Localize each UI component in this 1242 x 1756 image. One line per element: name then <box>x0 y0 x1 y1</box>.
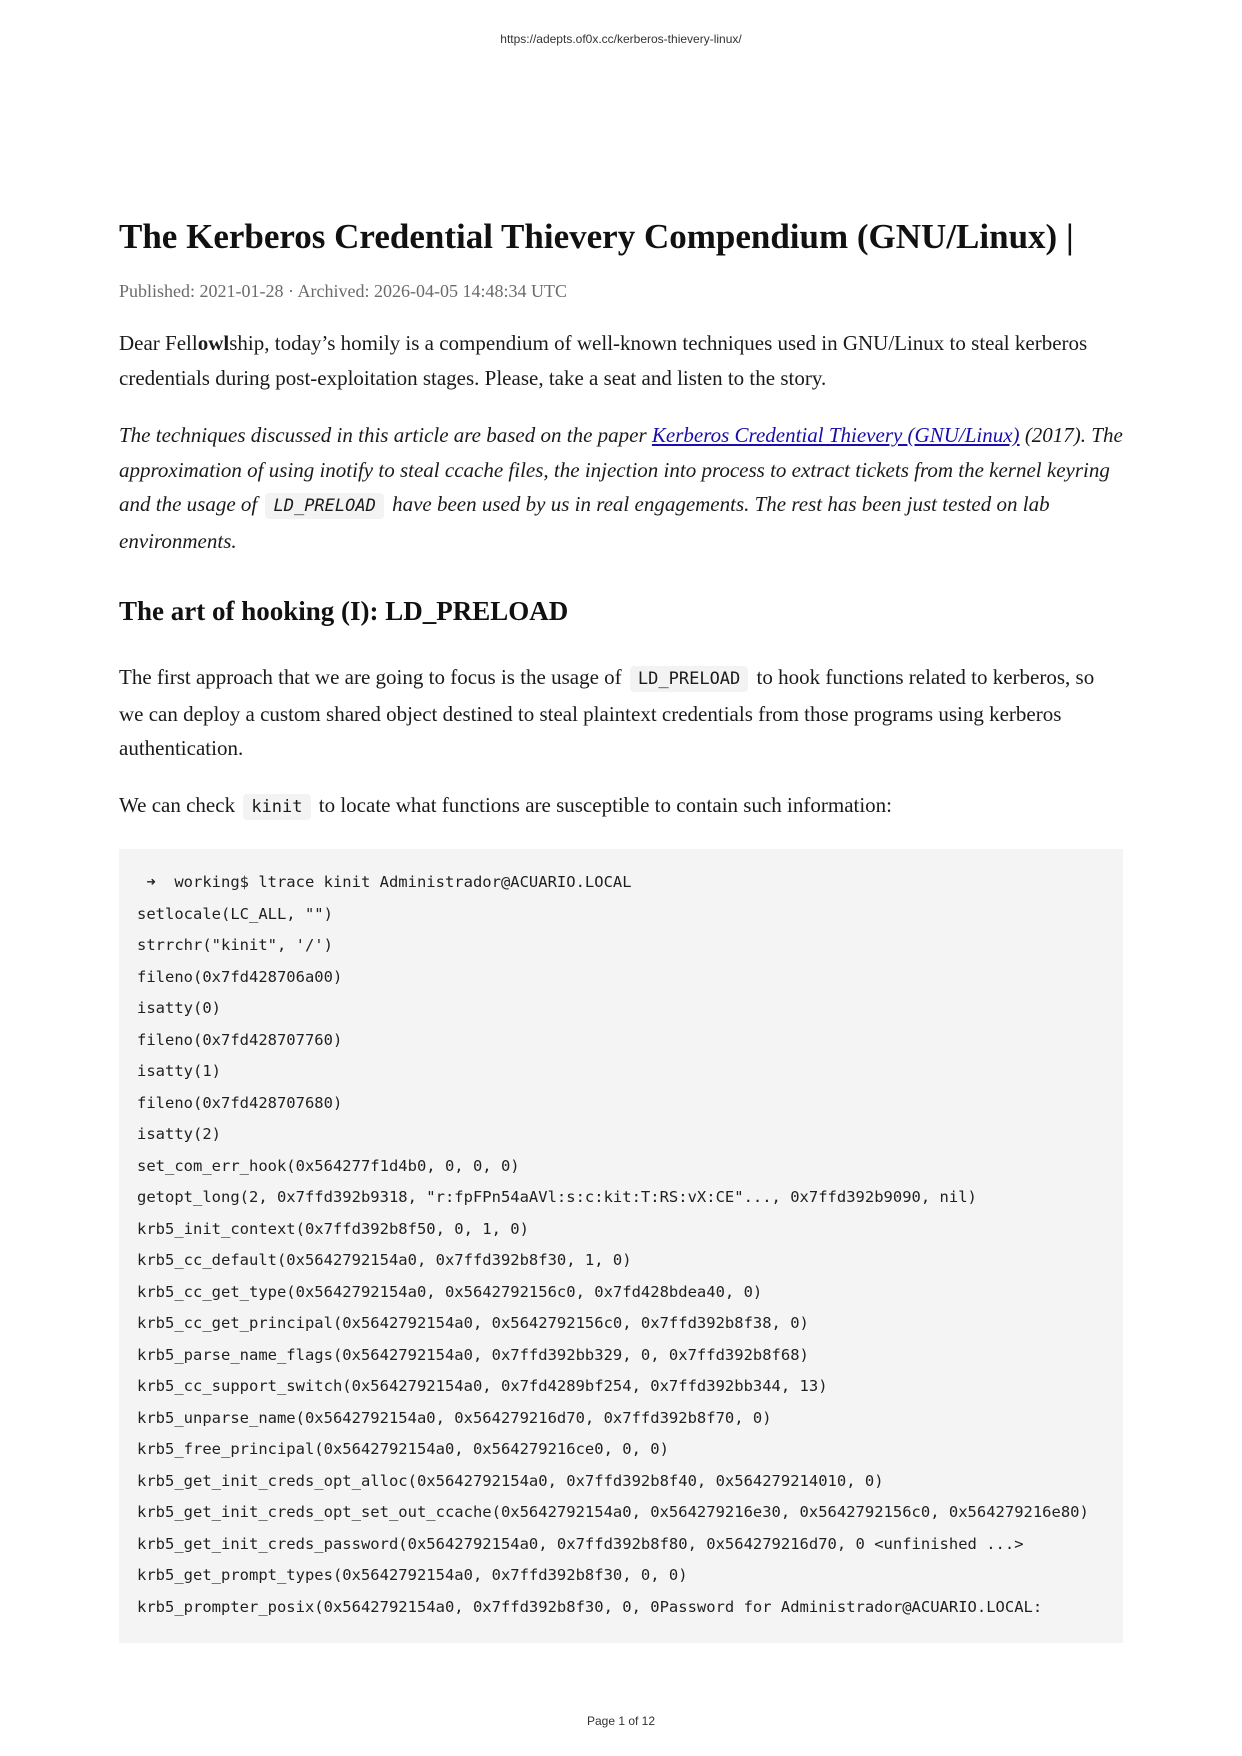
code-line: setlocale(LC_ALL, "") <box>137 904 333 923</box>
code-line: krb5_parse_name_flags(0x5642792154a0, 0x7ffd392bb329, 0, 0x7ffd392b8f68) <box>137 1345 809 1364</box>
code-line: isatty(0) <box>137 999 221 1017</box>
article-title: The Kerberos Credential Thievery Compendium (GNU/Linux) | <box>119 217 1074 256</box>
ld-preload-paragraph: The first approach that we are going to focus is the usage of LD_PRELOAD to hook functions related to kerberos, so we can deploy a custom shared object destined to steal plaintext credentials from those programs using kerberos authentication. <box>119 665 1095 760</box>
article <box>119 206 1123 1643</box>
code-line: getopt_long(2, 0x7ffd392b9318, "r:fpFPn54aAVl:s:c:kit:T:RS:vX:CE"..., 0x7ffd392b9090, nil) <box>137 1188 977 1206</box>
intro-bold-owl: owl <box>197 331 230 355</box>
code-line: isatty(2) <box>137 1125 221 1143</box>
code-line: krb5_cc_get_type(0x5642792154a0, 0x5642792156c0, 0x7fd428bdea40, 0) <box>137 1282 763 1301</box>
code-line: isatty(1) <box>137 1062 221 1080</box>
inline-code-kinit: kinit <box>243 794 310 820</box>
page-url: https://adepts.of0x.cc/kerberos-thievery-linux/ <box>500 32 742 46</box>
intro-paragraph: Dear Fellowlship, today’s homily is a compendium of well-known techniques used in GNU/Linux to steal kerberos credentials during post-exploitation stages. Please, take a seat and listen to the story. <box>119 331 1088 390</box>
code-line: fileno(0x7fd428707760) <box>137 1030 343 1049</box>
inline-code-ld-preload: LD_PRELOAD <box>265 493 383 519</box>
code-line: set_com_err_hook(0x564277f1d4b0, 0, 0, 0) <box>137 1156 520 1175</box>
code-line: krb5_get_init_creds_password(0x5642792154a0, 0x7ffd392b8f80, 0x564279216d70, 0 <unfinished ...> <box>137 1534 1024 1553</box>
code-line: krb5_init_context(0x7ffd392b8f50, 0, 1, 0) <box>137 1219 529 1238</box>
code-line: krb5_cc_default(0x5642792154a0, 0x7ffd392b8f30, 1, 0) <box>137 1251 632 1269</box>
code-line: fileno(0x7fd428707680) <box>137 1093 343 1112</box>
section-title: The art of hooking (I): LD_PRELOAD <box>119 596 569 626</box>
code-line: krb5_cc_get_principal(0x5642792154a0, 0x5642792156c0, 0x7ffd392b8f38, 0) <box>137 1314 809 1332</box>
page-number: Page 1 of 12 <box>586 1714 656 1728</box>
code-line: krb5_get_prompt_types(0x5642792154a0, 0x7ffd392b8f30, 0, 0) <box>137 1566 688 1584</box>
code-line: fileno(0x7fd428706a00) <box>137 967 343 986</box>
kinit-paragraph: We can check kinit to locate what functions are susceptible to contain such information: <box>119 788 1123 825</box>
code-line: krb5_unparse_name(0x5642792154a0, 0x564279216d70, 0x7ffd392b8f70, 0) <box>137 1408 772 1427</box>
paper-link[interactable]: Kerberos Credential Thievery (GNU/Linux) <box>651 423 1020 447</box>
note-paragraph: The techniques discussed in this article are based on the paper Kerberos Credential Thievery (GNU/Linux) (2017). The approximation of using inotify to steal ccache files, the injection into process to extract tickets from the kernel keyring and the usage of LD_PRELOAD have been used by us in real engagements. The rest has been just tested on lab environments. <box>119 423 1123 553</box>
code-line: krb5_cc_support_switch(0x5642792154a0, 0x7fd4289bf254, 0x7ffd392bb344, 13) <box>137 1377 828 1395</box>
code-line: strrchr("kinit", '/') <box>137 936 333 954</box>
article-meta: Published: 2021-01-28 · Archived: 2026-04-05 14:48:34 UTC <box>119 281 567 301</box>
ltrace-code-block <box>119 849 1123 1643</box>
code-line: krb5_free_principal(0x5642792154a0, 0x564279216ce0, 0, 0) <box>137 1440 669 1458</box>
code-line: ➜ working$ ltrace kinit Administrador@ACUARIO.LOCAL <box>137 873 632 891</box>
code-line: krb5_prompter_posix(0x5642792154a0, 0x7ffd392b8f30, 0, 0Password for Administrador@ACUARIO.LOCAL: <box>137 1597 1043 1616</box>
inline-code-ld-preload: LD_PRELOAD <box>630 666 748 692</box>
code-line: krb5_get_init_creds_opt_alloc(0x5642792154a0, 0x7ffd392b8f40, 0x564279214010, 0) <box>137 1471 884 1490</box>
code-line: krb5_get_init_creds_opt_set_out_ccache(0x5642792154a0, 0x564279216e30, 0x5642792156c0, 0x564279216e80) <box>137 1503 1089 1521</box>
